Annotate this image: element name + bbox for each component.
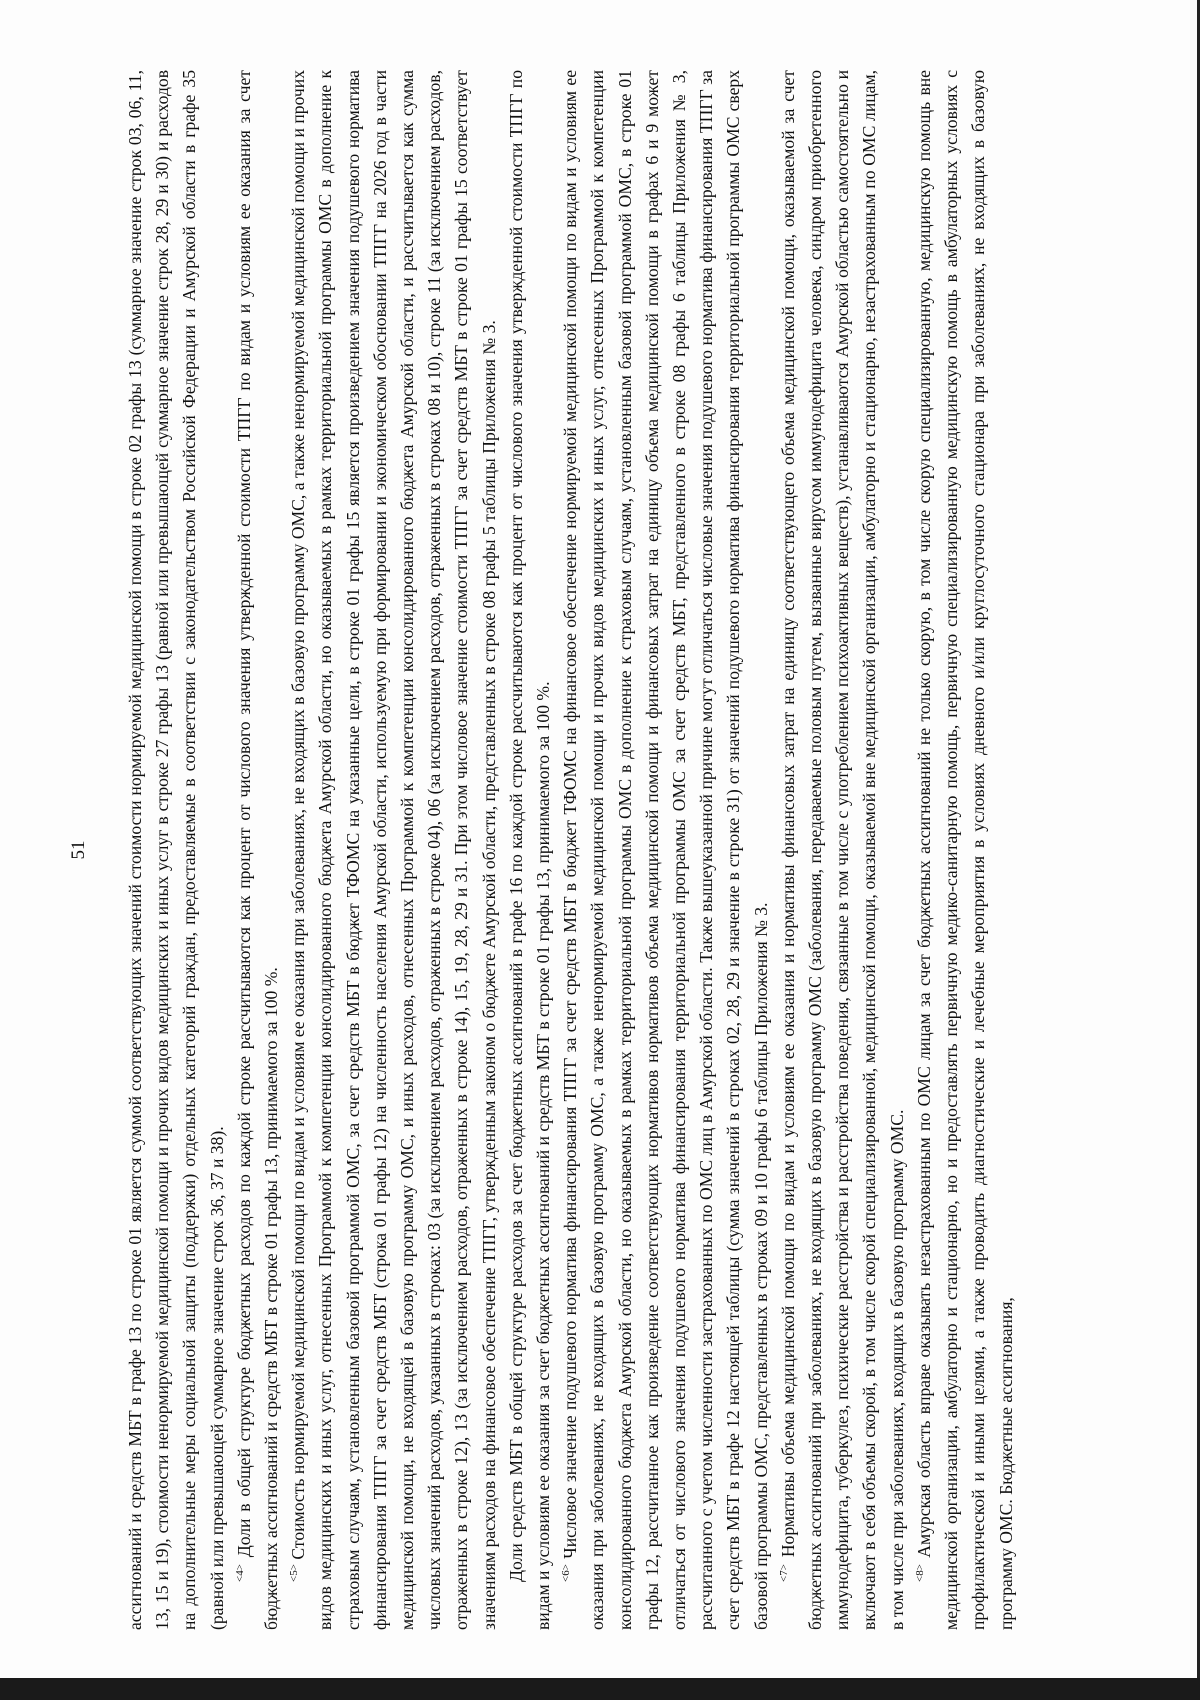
footnote-marker: <6>: [560, 1564, 573, 1582]
paragraph-text: Амурская область вправе оказывать незастрахованным по ОМС лицам за счет бюджетных ассигнований не только скорую, в том числе скорую специализированную, медицинскую помощь вне медицинской организации, амбулаторно и стационарно, но и предоставлять первичную медико-санитарную помощь, первичную специализированную медицинскую помощь в амбулаторных условиях с профилактической и иными целями, а также проводить диагностические и лечебные мероприятия в условиях дневного и/или круглосуточного стационара при заболеваниях, не входящих в базовую программу ОМС. Бюджетные ассигнования,: [913, 70, 1016, 1630]
rotated-document-page: [60, 40, 1140, 1660]
paragraph-text: Стоимость нормируемой медицинской помощи по видам и условиям ее оказания при заболеваниях, не входящих в базовую программу ОМС, а также ненормируемой медицинской помощи и прочих видов медицинских и иных услуг, отнесенных Программой к компетенции консолидированного бюджета Амурской области, но оказываемых в рамках территориальной программы ОМС в дополнение к страховым случаям, установленным базовой программой ОМС, за счет средств МБТ в бюджет ТФОМС на указанные цели, в строке 01 графы 15 является произведением значения подушевого норматива финансирования ТПГГ за счет средств МБТ (строка 01 графы 12) на численность населения Амурской области, используемую при формировании и экономическом обосновании ТПГГ на 2026 год в части медицинской помощи, не входящей в базовую программу ОМС, и иных расходов, отнесенных Программой к компетенции консолидированного бюджета Амурской области, и рассчитывается как сумма числовых значений расходов, указанных в строках: 03 (за исключением расходов, отраженных в строке 04), 06 (за исключением расходов, отраженных в строках 08 и 10), строке 11 (за исключением расходов, отраженных в строке 12), 13 (за исключением расходов, отраженных в строке 14), 15, 19, 28, 29 и 31. При этом числовое значение стоимости ТПГГ за счет средств МБТ в строке 01 графы 15 соответствует значениям расходов на финансовое обеспечение ТПГГ, утвержденным законом о бюджете Амурской области, представленных в строке 08 графы 5 таблицы Приложения № 3.: [288, 70, 499, 1630]
paragraph-continuation: [122, 70, 231, 1630]
paragraph-text: Числовое значение подушевого норматива финансирования ТПГГ за счет средств МБТ в бюджет ТФОМС на финансовое обеспечение нормируемой медицинской помощи по видам и условиям ее оказания при заболеваниях, не входящих в базовую программу ОМС, а также ненормируемой медицинской помощи и прочих видов медицинских и иных услуг, отнесенных Программой к компетенции консолидированного бюджета Амурской области, но оказываемых в рамках территориальной программы ОМС в дополнение к страховым случаям, установленным базовой программой ОМС, в строке 01 графы 12, рассчитанное как произведение соответствующих нормативов нормативов объема медицинской помощи и финансовых затрат на единицу объема медицинской помощи в графах 6 и 9 может отличаться от числового значения подушевого норматива финансирования территориальной программы ОМС за счет средств МБТ, представленного в строке 08 графы 6 таблицы Приложения № 3, рассчитанного с учетом численности застрахованных по ОМС лиц в Амурской области. Также вышеуказанной причине могут отличаться числовые значения подушевого норматива финансирования ТПГГ за счет средств МБТ в графе 12 настоящей таблицы (сумма значений в строках 02, 28, 29 и значение в строке 31) от значений подушевого норматива финансирования территориальной программы ОМС сверх базовой программы ОМС, представленных в строках 09 и 10 графы 6 таблицы Приложения № 3.: [560, 70, 771, 1630]
footnote-7-paragraph: [775, 70, 911, 1630]
footnote-6-paragraph: [557, 70, 775, 1630]
footnote-marker: <5>: [288, 1564, 301, 1582]
page-number: 51: [68, 840, 89, 860]
paragraph-text: Нормативы объема медицинской помощи по видам и условиям ее оказания и нормативы финансовых затрат на единицу соответствующего объема медицинской помощи, оказываемой за счет бюджетных ассигнований при заболеваниях, не входящих в базовую программу ОМС (заболевания, передаваемые половым путем, вызванные вирусом иммунодефицита человека, синдром приобретенного иммунодефицита, туберкулез, психические расстройства и расстройства поведения, связанные в том числе с употреблением психоактивных веществ), устанавливаются Амурской областью самостоятельно и включают в себя объемы скорой, в том числе скорой специализированной, медицинской помощи, оказываемой вне медицинской организации, амбулаторно и стационарно, незастрахованным по ОМС лицам, в том числе при заболеваниях, входящих в базовую программу ОМС.: [777, 70, 907, 1630]
footnote-marker: <8>: [914, 1564, 927, 1582]
scan-edge-bottom: [0, 1678, 1200, 1700]
document-body: [122, 70, 1020, 1630]
footnote-4-paragraph: [231, 70, 285, 1630]
footnote-marker: <4>: [233, 1564, 246, 1582]
paragraph-text: Доли в общей структуре бюджетных расходов по каждой строке рассчитываются как процент от числового значения утвержденной стоимости ТПГГ по видам и условиям ее оказания за счет бюджетных ассигнований и средств МБТ в строке 01 графы 13, принимаемого за 100 %.: [233, 70, 282, 1630]
paragraph-text: Доли средств МБТ в общей структуре расходов за счет бюджетных ассигнований в графе 16 по каждой строке рассчитываются как процент от числового значения утвержденной стоимости ТПГГ по видам и условиям ее оказания за счет бюджетных ассигнований и средств МБТ в строке 01 графы 13, принимаемого за 100 %.: [505, 70, 554, 1630]
paragraph-text: ассигнований и средств МБТ в графе 13 по строке 01 является суммой соответствующих значений стоимости нормируемой медицинской помощи в строке 02 графы 13 (суммарное значение строк 03, 06, 11, 13, 15 и 19), стоимости ненормируемой медицинской помощи и прочих видов медицинских и иных услуг в строке 27 графы 13 (равной или превышающей суммарное значение строк 28, 29 и 30) и расходов на дополнительные меры социальной защиты (поддержки) отдельных категорий граждан, предоставляемые в соответствии с законодательством Российской Федерации и Амурской области в графе 35 (равной или превышающей суммарное значение строк 36, 37 и 38).: [125, 70, 227, 1630]
footnote-5-paragraph: [285, 70, 503, 1630]
footnote-marker: <7>: [778, 1564, 791, 1582]
mbt-share-paragraph: [503, 70, 557, 1630]
footnote-8-paragraph: [911, 70, 1020, 1630]
